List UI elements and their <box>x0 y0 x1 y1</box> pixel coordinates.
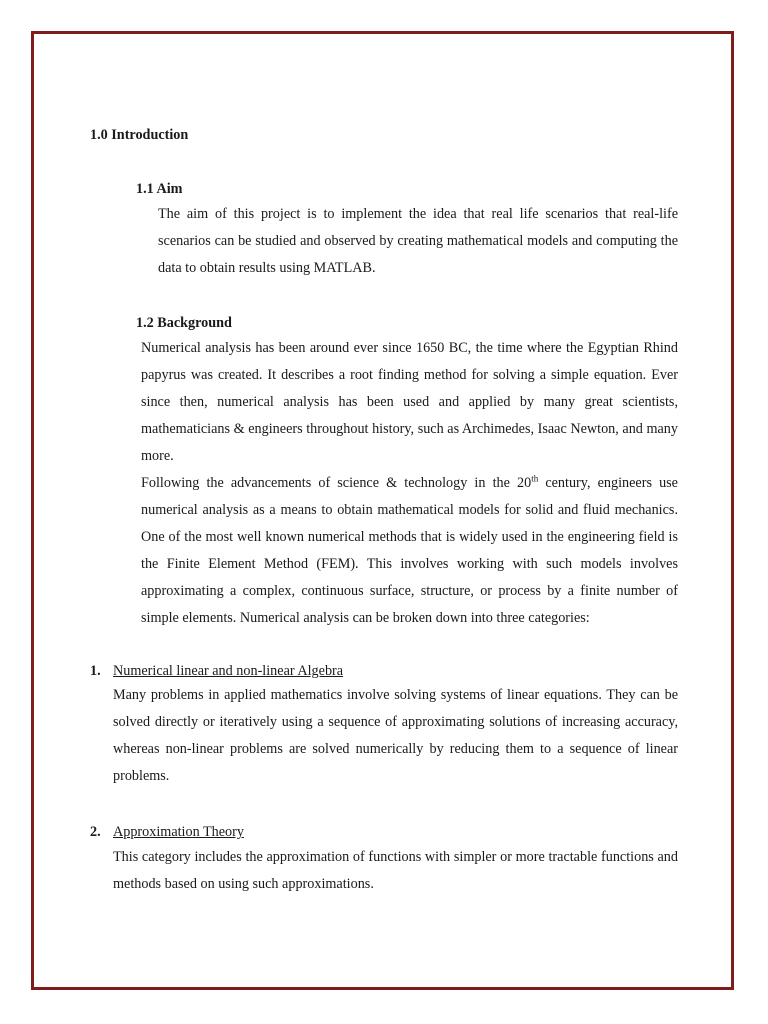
aim-heading: 1.1 Aim <box>136 181 183 197</box>
introduction-heading: 1.0 Introduction <box>90 127 189 143</box>
background-paragraph-1: Numerical analysis has been around ever since 1650 BC, the time where the Egyptian Rhind papyrus was created. It describes a root finding method for solving a simple equation. Ever since then, numerical analysis has been used and applied by many great scientists, mathematicians & engineers throughout history, such as Archimedes, Isaac Newton, and many more. <box>141 340 678 464</box>
superscript-th: th <box>531 473 539 484</box>
category-2-number: 2. <box>90 824 101 840</box>
background-paragraph-2: Following the advancements of science & technology in the 20th century, engineers use numerical analysis as a means to obtain mathematical models for solid and fluid mechanics. One of the most well known numerical methods that is widely used in the engineering field is the Finite Element Method (FEM). This involves working with such models involves approximating a complex, continuous surface, structure, or process by a finite number of simple elements. Numerical analysis can be broken down into three categories: <box>141 473 678 626</box>
category-2-title: Approximation Theory <box>113 824 244 840</box>
category-1-number: 1. <box>90 663 101 679</box>
aim-paragraph: The aim of this project is to implement the idea that real life scenarios that real-life scenarios can be studied and observed by creating mathematical models and computing the data to obtain results using MATLAB. <box>158 206 678 276</box>
category-1-title: Numerical linear and non-linear Algebra <box>113 663 344 679</box>
background-text <box>141 335 678 632</box>
background-heading: 1.2 Background <box>136 315 232 331</box>
category-2-paragraph: This category includes the approximation of functions with simpler or more tractable functions and methods based on using such approximations. <box>113 849 678 892</box>
category-1-paragraph: Many problems in applied mathematics involve solving systems of linear equations. They can be solved directly or iteratively using a sequence of approximating solutions of increasing accuracy, whereas non-linear problems are solved numerically by reducing them to a sequence of linear problems. <box>113 687 678 784</box>
